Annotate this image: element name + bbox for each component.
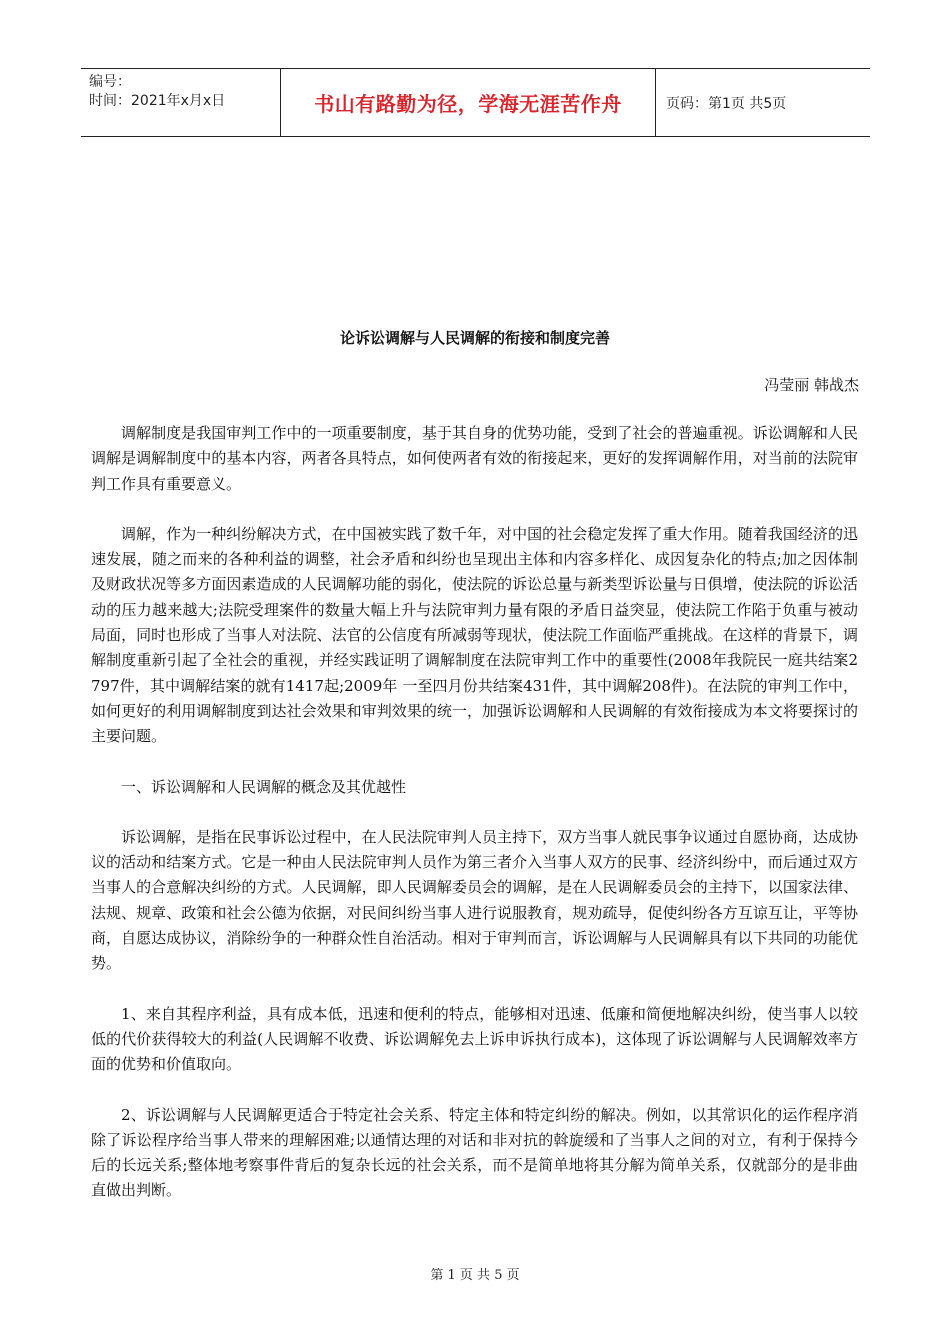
document-body bbox=[91, 421, 858, 1229]
document-number-label: 编号： bbox=[89, 74, 131, 90]
paragraph-intro: 调解制度是我国审判工作中的一项重要制度，基于其自身的优势功能，受到了社会的普遍重视。诉讼调解和人民调解是调解制度中的基本内容，两者各具特点，如何使两者有效的衔接起来，更好的发挥调解作用，对当前的法院审判工作具有重要意义。 bbox=[91, 424, 858, 493]
document-time-label: 时间：2021年x月x日 bbox=[89, 93, 226, 109]
header-motto: 书山有路勤为径，学海无涯苦作舟 bbox=[281, 69, 656, 136]
page-header bbox=[81, 68, 870, 137]
paragraph-point-1: 1、来自其程序利益，具有成本低，迅速和便利的特点，能够相对迅速、低廉和简便地解决纠纷，使当事人以较低的代价获得较大的利益(人民调解不收费、诉讼调解免去上诉申诉执行成本)，这体现了诉讼调解与人民调解效率方面的优势和价值取向。 bbox=[91, 1004, 858, 1074]
section-heading: 一、诉讼调解和人民调解的概念及其优越性 bbox=[121, 777, 407, 796]
paragraph-background: 调解，作为一种纠纷解决方式，在中国被实践了数千年，对中国的社会稳定发挥了重大作用。随着我国经济的迅速发展，随之而来的各种利益的调整，社会矛盾和纠纷也呈现出主体和内容多样化、成因复杂化的特点;加之因体制及财政状况等多方面因素造成的人民调解功能的弱化，使法院的诉讼总量与新类型诉讼量与日俱增，使法院的诉讼活动的压力越来越大;法院受理案件的数量大幅上升与法院审判力量有限的矛盾日益突显，使法院工作陷于负重与被动局面，同时也形成了当事人对法院、法官的公信度有所减弱等现状，使法院工作面临严重挑战。在这样的背景下，调解制度重新引起了全社会的重视，并经实践证明了调解制度在法院审判工作中的重要性(2008年我院民一庭共结案2797件，其中调解结案的就有1417起;2009年 一至四月份共结案431件，其中调解208件)。在法院的审判工作中，如何更好的利用调解制度到达社会效果和审判效果的统一，加强诉讼调解和人民调解的有效衔接成为本文将要探讨的主要问题。 bbox=[91, 524, 858, 746]
paragraph-point-2: 2、诉讼调解与人民调解更适合于特定社会关系、特定主体和特定纠纷的解决。例如，以其常识化的运作程序消除了诉讼程序给当事人带来的理解困难;以通情达理的对话和非对抗的斡旋缓和了当事人之间的对立，有利于保持今后的长远关系;整体地考察事件背后的复杂长远的社会关系，而不是简单地将其分解为简单关系，仅就部分的是非曲直做出判断。 bbox=[91, 1105, 858, 1200]
header-meta bbox=[81, 69, 281, 136]
header-page-number: 页码：第1页 共5页 bbox=[666, 95, 787, 112]
document-title: 论诉讼调解与人民调解的衔接和制度完善 bbox=[339, 329, 610, 347]
page-footer: 第 1 页 共 5 页 bbox=[430, 1268, 520, 1283]
paragraph-definitions: 诉讼调解，是指在民事诉讼过程中，在人民法院审判人员主持下，双方当事人就民事争议通过自愿协商，达成协议的活动和结案方式。它是一种由人民法院审判人员作为第三者介入当事人双方的民事、经济纠纷中，而后通过双方当事人的合意解决纠纷的方式。人民调解，即人民调解委员会的调解，是在人民调解委员会的主持下，以国家法律、法规、规章、政策和社会公德为依据，对民间纠纷当事人进行说服教育，规劝疏导，促使纠纷各方互谅互让，平等协商，自愿达成协议，消除纷争的一种群众性自治活动。相对于审判而言，诉讼调解与人民调解具有以下共同的功能优势。 bbox=[91, 827, 858, 973]
document-author: 冯莹丽 韩战杰 bbox=[764, 376, 859, 394]
